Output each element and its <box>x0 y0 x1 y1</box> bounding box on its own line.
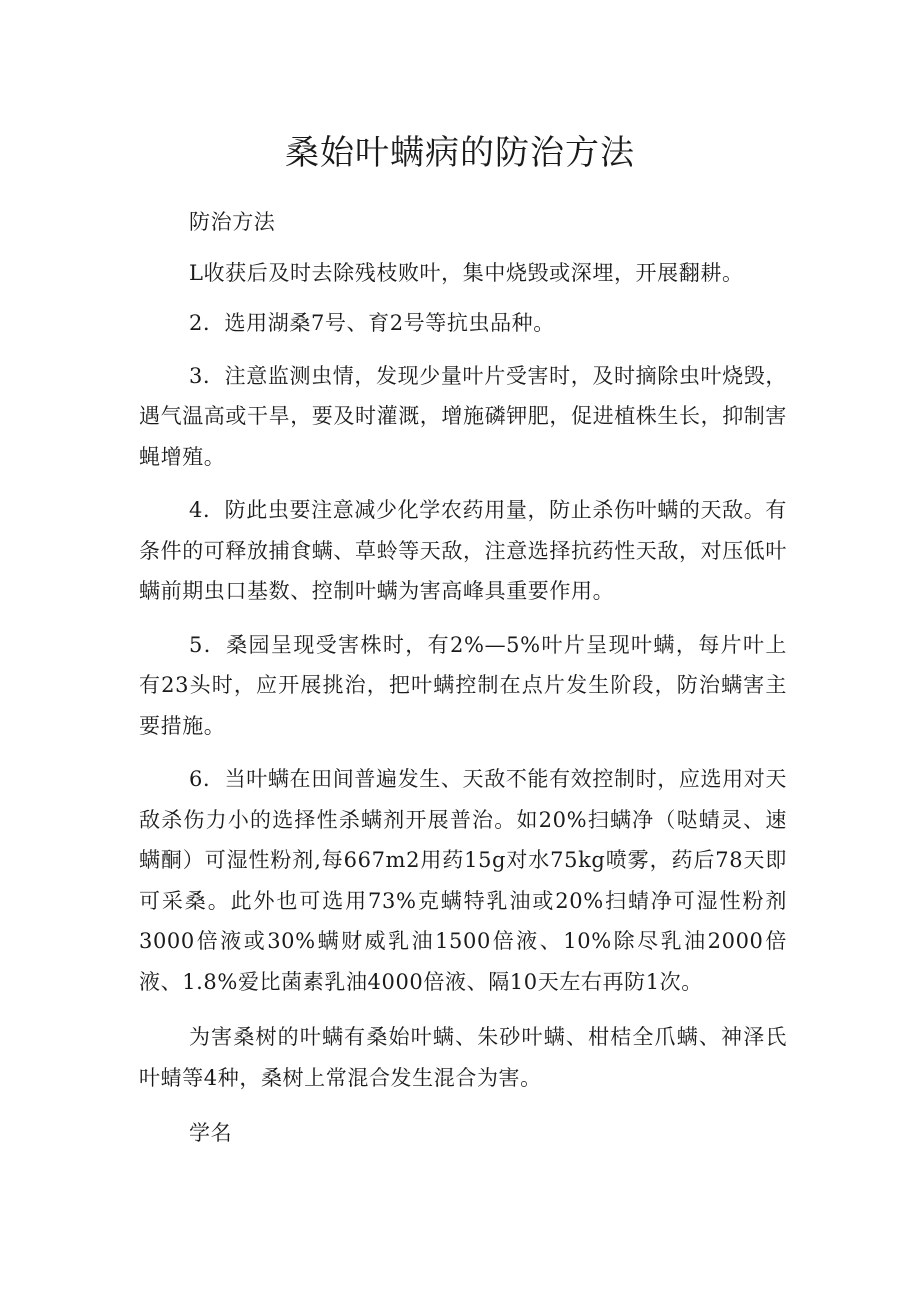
paragraph-mite-species: 为害桑树的叶螨有桑始叶螨、朱砂叶螨、柑桔全爪螨、神泽氏叶蜻等4种，桑树上常混合发生混合为害。 <box>139 1025 787 1090</box>
paragraph-step-3: 3．注意监测虫情，发现少量叶片受害时，及时摘除虫叶烧毁，遇气温高或干旱，要及时灌溉，增施磷钾肥，促进植株生长，抑制害蝇增殖。 <box>139 363 787 469</box>
document-body <box>139 202 787 1154</box>
paragraph-step-2: 2．选用湖桑7号、育2号等抗虫品种。 <box>189 311 555 335</box>
document-title: 桑始叶螨病的防治方法 <box>285 133 635 173</box>
paragraph-step-5: 5．桑园呈现受害株时，有2%—5%叶片呈现叶螨，每片叶上有23头时，应开展挑治，把叶螨控制在点片发生阶段，防治螨害主要措施。 <box>139 632 787 738</box>
paragraph-step-1: L收获后及时去除残枝败叶，集中烧毁或深埋，开展翻耕。 <box>189 260 744 285</box>
paragraph-step-6: 6．当叶螨在田间普遍发生、天敌不能有效控制时，应选用对天敌杀伤力小的选择性杀螨剂开展普治。如20%扫螨净（哒蜻灵、速螨酮）可湿性粉剂,每667m2用药15g对水75kg喷雾，药后78天即可采桑。此外也可选用73%克螨特乳油或20%扫蜻净可湿性粉剂3000倍液或30%螨财威乳油1500倍液、10%除尽乳油2000倍液、1.8%爱比菌素乳油4000倍液、隔10天左右再防1次。 <box>139 767 787 994</box>
section-heading-scientific-name: 学名 <box>189 1121 233 1145</box>
section-heading-prevention-methods: 防治方法 <box>189 210 276 234</box>
paragraph-step-4: 4．防此虫要注意减少化学农药用量，防止杀伤叶螨的天敌。有条件的可释放捕食螨、草蛉等天敌，注意选择抗药性天敌，对压低叶螨前期虫口基数、控制叶螨为害高峰具重要作用。 <box>139 498 787 603</box>
